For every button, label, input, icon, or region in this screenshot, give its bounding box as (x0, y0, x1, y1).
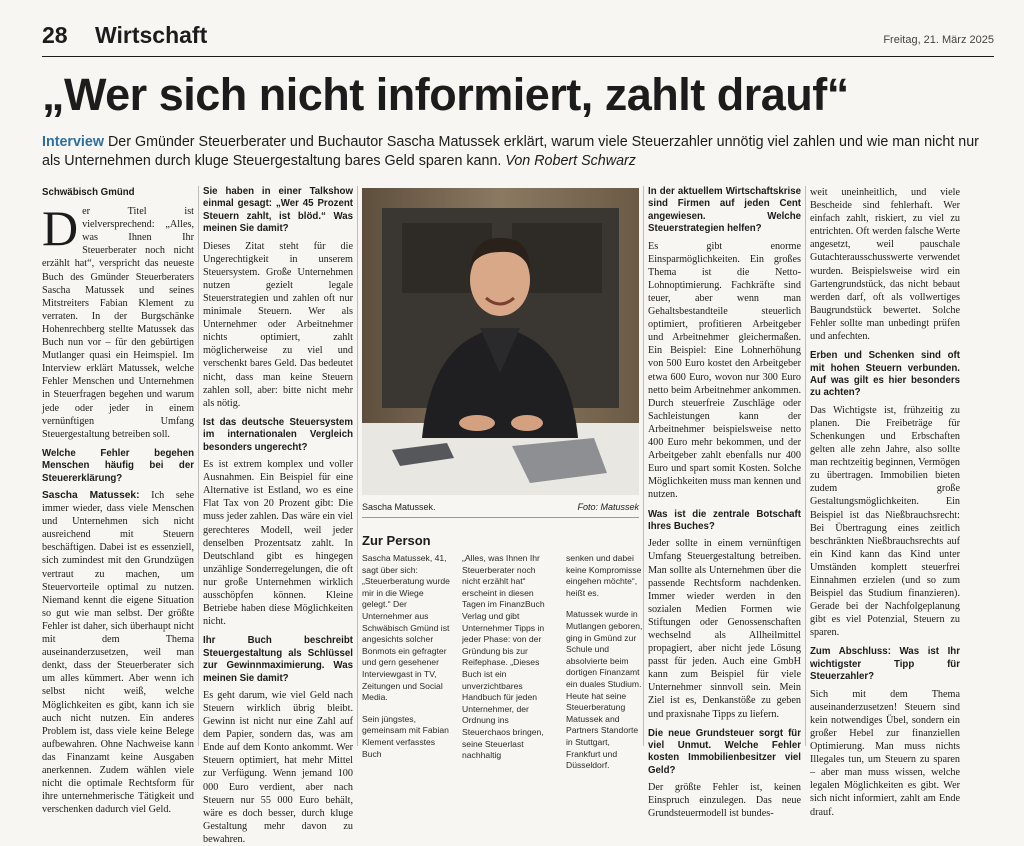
answer-text: Dieses Zitat steht für die Ungerechtigkeit in unserem Steuersystem. Große Unternehmen nutzen gezielt legale Steuerstrategien und zahlen oft nur minimale Steuern. Wer als Unternehmer oder Arbeitnehmer nichts optimiert, zahlt möglicherweise zu viel und verschenkt bares Geld. Das bedeutet nicht, dass man keine Steuern zahlen soll, aber: bitte nicht mehr als nötig. (203, 240, 353, 409)
question: Sie haben in einer Talkshow einmal gesagt: „Wer 45 Prozent Steuern zahlt, ist blöd.“ Was meinen Sie damit? (203, 186, 353, 235)
issue-date: Freitag, 21. März 2025 (883, 34, 994, 46)
question: Zum Abschluss: Was ist Ihr wichtigster Tipp für Steuerzahler? (810, 646, 960, 683)
teaser-byline: Von Robert Schwarz (505, 153, 636, 169)
info-text: senken und dabei keine Kompromisse eingehen möchte“, heißt es. (566, 553, 642, 598)
photo-caption-row (362, 502, 639, 512)
photo-credit: Foto: Matussek (577, 502, 639, 512)
answer-text: Das Wichtigste ist, frühzeitig zu planen. Die Freibeträge für Schenkungen und Erbschaften gelten alle zehn Jahre, also sollte man rechtzeitig beginnen, Vermögen zu übertragen. Immobilien bieten zudem große Gestaltungsmöglichkeiten. Ein Beispiel ist das Nießbrauchsrecht: Bei Übertragung eines zeitlich beschränkten Nießbrauchsrechts auf ein Kind kann das Kind unter Umständen komplett steuerfrei Einnahmen erzielen (und so zum Beispiel das Studium finanzieren). Gerade bei der Nachfolgeplanung gibt es viel Potenzial, Steuern zu sparen. (810, 404, 960, 639)
column-divider (198, 186, 199, 746)
answer-text: Es gibt enorme Einsparmöglichkeiten. Ein großes Thema ist die Netto-Lohnoptimierung. Fachkräfte sind teuer, aber wenn man Gehaltsbestandteile steuerlich optimiert, profitieren Arbeitgeber und Arbeitnehmer gleichermaßen. Ein Beispiel: Eine Lohnerhöhung von 500 Euro kostet den Arbeitgeber etwa 600 Euro, wovon nur 300 Euro netto beim Arbeitnehmer ankommen. Durch steuerfreie Zuschläge oder Sachleistungen kann der Arbeitnehmer beispielsweise netto 400 Euro mehr bekommen, und der Arbeitgeber zahlt ebenfalls nur 400 Euro und spart somit Kosten. Solche Möglichkeiten muss man kennen und nutzen. (648, 240, 801, 501)
answer-text: Der größte Fehler ist, keinen Einspruch einzulegen. Das neue Grundsteuermodell ist bundes- (648, 782, 801, 820)
answer-text: Es ist extrem komplex und voller Ausnahmen. Ein Beispiel für eine Alternative ist Estland, wo es eine Flat Tax von 20 Prozent gibt: Die muss jeder zahlen. Das wäre ein viel gerechteres Modell, weil jeder denselben Prozentsatz zahlt. In Deutschland gibt es hingegen unzählige Sonderregelungen, die oft nur große Unternehmen wirklich ausschöpfen können. Kleine Betriebe haben diese Möglichkeiten nicht. (203, 459, 353, 628)
column-divider (805, 186, 806, 746)
section-title: Wirtschaft (95, 22, 208, 48)
question: In der aktuellem Wirtschaftskrise sind Firmen auf jeden Cent angewiesen. Welche Steuerstrategien helfen? (648, 186, 801, 235)
question: Erben und Schenken sind oft mit hohen Steuern verbunden. Auf was gilt es hier besonders zu achten? (810, 350, 960, 399)
answer-text: Sich mit dem Thema auseinanderzusetzen! Steuern sind kein notwendiges Übel, sondern ein großer Hebel zur finanziellen Optimierung. Man muss nichts Illegales tun, um Steuern zu sparen – aber man muss wissen, welche legalen Möglichkeiten es gibt. Wer sich nicht informiert, zahlt am Ende drauf. (810, 688, 960, 818)
page-number: 28 (42, 22, 68, 48)
article-column-1 (42, 186, 194, 816)
info-box-column-2 (462, 553, 555, 772)
answer-text: Ich sehe immer wieder, dass viele Menschen und Unternehmen sich nicht ausreichend mit Steuern beschäftigen. Dabei ist es essenziell, sich zumindest mit den Grundzügen vertraut zu machen, um Steuervorteile optimal zu nutzen. Niemand kennt die eigene Situation so gut wie man selbst. Der größte Fehler ist daher, sich überhaupt nicht mit dem Thema auseinanderzusetzen, weil man denkt, dass der Steuerberater sich um alles kümmert. Aber wenn ich selbst nicht weiß, welche Möglichkeiten es gibt, kann ich sie auch nicht nutzen. Ein anderes Problem ist, dass viele keine Belege aufbewahren. Ohne Nachweise kann das Finanzamt keine Ausgaben anerkennen. Zudem wählen viele nicht die optimale Rechtsform für ihre unternehmerische Tätigkeit und verschenken dadurch viel Geld. (42, 490, 194, 816)
question: Welche Fehler begehen Menschen häufig bei der Steuererklärung? (42, 447, 194, 484)
speaker-name: Sascha Matussek: (42, 490, 140, 501)
answer-text: weit uneinheitlich, und viele Bescheide sind fehlerhaft. Wer einfach zahlt, riskiert, zu viel zu entrichten. Oft werden falsche Werte angesetzt, weil pauschale Gutachterausschusswerte verwendet wurden. Beispielsweise wird ein Gartengrundstück, das nicht bebaut werden darf, oft als vollwertiges Baugrundstück bewertet. Solche Fehler sollte man unbedingt prüfen und anfechten. (810, 187, 960, 343)
question: Die neue Grundsteuer sorgt für viel Unmut. Welche Fehler kosten Immobilienbesitzer viel Geld? (648, 727, 801, 776)
info-text: Sascha Matussek, 41, sagt über sich: „Steuerberatung wurde mir in die Wiege gelegt.“ Der Unternehmer aus Schwäbisch Gmünd ist angesichts solcher Bonmots ein gefragter und gern gesehener Interviewgast in TV, Zeitungen und Social Media. (362, 553, 450, 703)
question: Ihr Buch beschreibt Steuergestaltung als Schlüssel zur Gewinnmaximierung. Was meinen Sie damit? (203, 635, 353, 684)
photo-caption: Sascha Matussek. (362, 502, 436, 512)
teaser-text: Der Gmünder Steuerberater und Buchautor Sascha Matussek erklärt, warum viele Steuerzahler unnötig viel zahlen und wie man nicht nur als Unternehmen durch kluge Steuergestaltung bares Geld sparen kann. (42, 134, 979, 169)
intro-text: er Titel ist vielversprechend: „Alles, was Ihnen Ihr Steuerberater noch nicht erzählt hat“, verspricht das neueste Buch des Gmünder Steuerberaters Sascha Matussek und seines Mitstreiters Fabian Klement zu verraten. In der Burgschänke Hohenrechberg stellte Matussek das Buch nun vor – für den gebürtigen Mutlanger quasi ein Heimspiel. Im Interview erklärt Matussek, welche Fehler Menschen und Unternehmen in Steuerfragen begehen und warum jede oder jeder in einem vernünftigen Umfang Steuergestaltung betreiben soll. (42, 206, 194, 440)
info-box-title: Zur Person (362, 533, 431, 548)
portrait-photo (362, 188, 639, 495)
info-text: Sein jüngstes, gemeinsam mit Fabian Klement verfasstes Buch (362, 713, 449, 759)
dateline: Schwäbisch Gmünd (42, 187, 135, 198)
answer-text: Es geht darum, wie viel Geld nach Steuern wirklich übrig bleibt. Gewinn ist nicht nur eine Zahl auf dem Papier, sondern das, was am Ende auf dem Konto ankommt. Wer Steuern optimiert, hat mehr Mittel zur Verfügung. Wenn jemand 100 000 Euro verdient, aber nach Steuern nur 55 000 Euro behält, wäre es doch besser, durch kluge Gestaltung mehr davon zu bewahren. (203, 689, 353, 845)
article-column-4 (648, 186, 801, 821)
question: Was ist die zentrale Botschaft Ihres Buches? (648, 508, 801, 532)
column-divider (357, 186, 358, 746)
column-divider (643, 186, 644, 746)
portrait-illustration (362, 188, 639, 495)
question: Ist das deutsche Steuersystem im internationalen Vergleich besonders ungerecht? (203, 416, 353, 453)
header-rule (42, 56, 994, 57)
info-box-column-3 (566, 553, 644, 782)
teaser-kicker: Interview (42, 134, 104, 150)
article-column-2 (203, 186, 353, 846)
article-column-5 (810, 186, 960, 819)
info-text: Matussek wurde in Mutlangen geboren, ging in Gmünd zur Schule und absolvierte beim dortigen Finanzamt ein duales Studium. Heute hat seine Steuerberatung Matussek and Partners Standorte in Stuttgart, Frankfurt und Düsseldorf. (566, 609, 643, 771)
drop-cap: D (42, 200, 79, 257)
info-text: „Alles, was Ihnen Ihr Steuerberater noch nicht erzählt hat“ erscheint in diesen Tagen im FinanzBuch Verlag und gibt Unternehmer Tipps in jeder Phase: von der Gründung bis zur Reifephase. „Dieses Buch ist ein unverzichtbares Handbuch für jeden Unternehmer, der Ordnung ins Steuerchaos bringen, seine Steuerlast nachhaltig (462, 553, 545, 761)
info-box-column-1 (362, 553, 452, 770)
teaser (42, 133, 987, 171)
caption-rule (362, 517, 639, 518)
answer-text: Jeder sollte in einem vernünftigen Umfang Steuergestaltung betreiben. Man sollte als Unternehmen über die passende Rechtsform nachdenken. Immer wieder werden in den sozialen Medien Formen wie Stiftungen oder Genossenschaften wechselnd als Allheilmittel propagiert, aber nicht jede Lösung passt für jeden. Auch eine GmbH kann zum Beispiel für viele Unternehmer sinnvoll sein. Mein Ziel ist es, Denkanstöße zu geben und praxisnahe Tipps zu liefern. (648, 538, 801, 720)
headline: „Wer sich nicht informiert, zahlt drauf“ (42, 69, 849, 120)
